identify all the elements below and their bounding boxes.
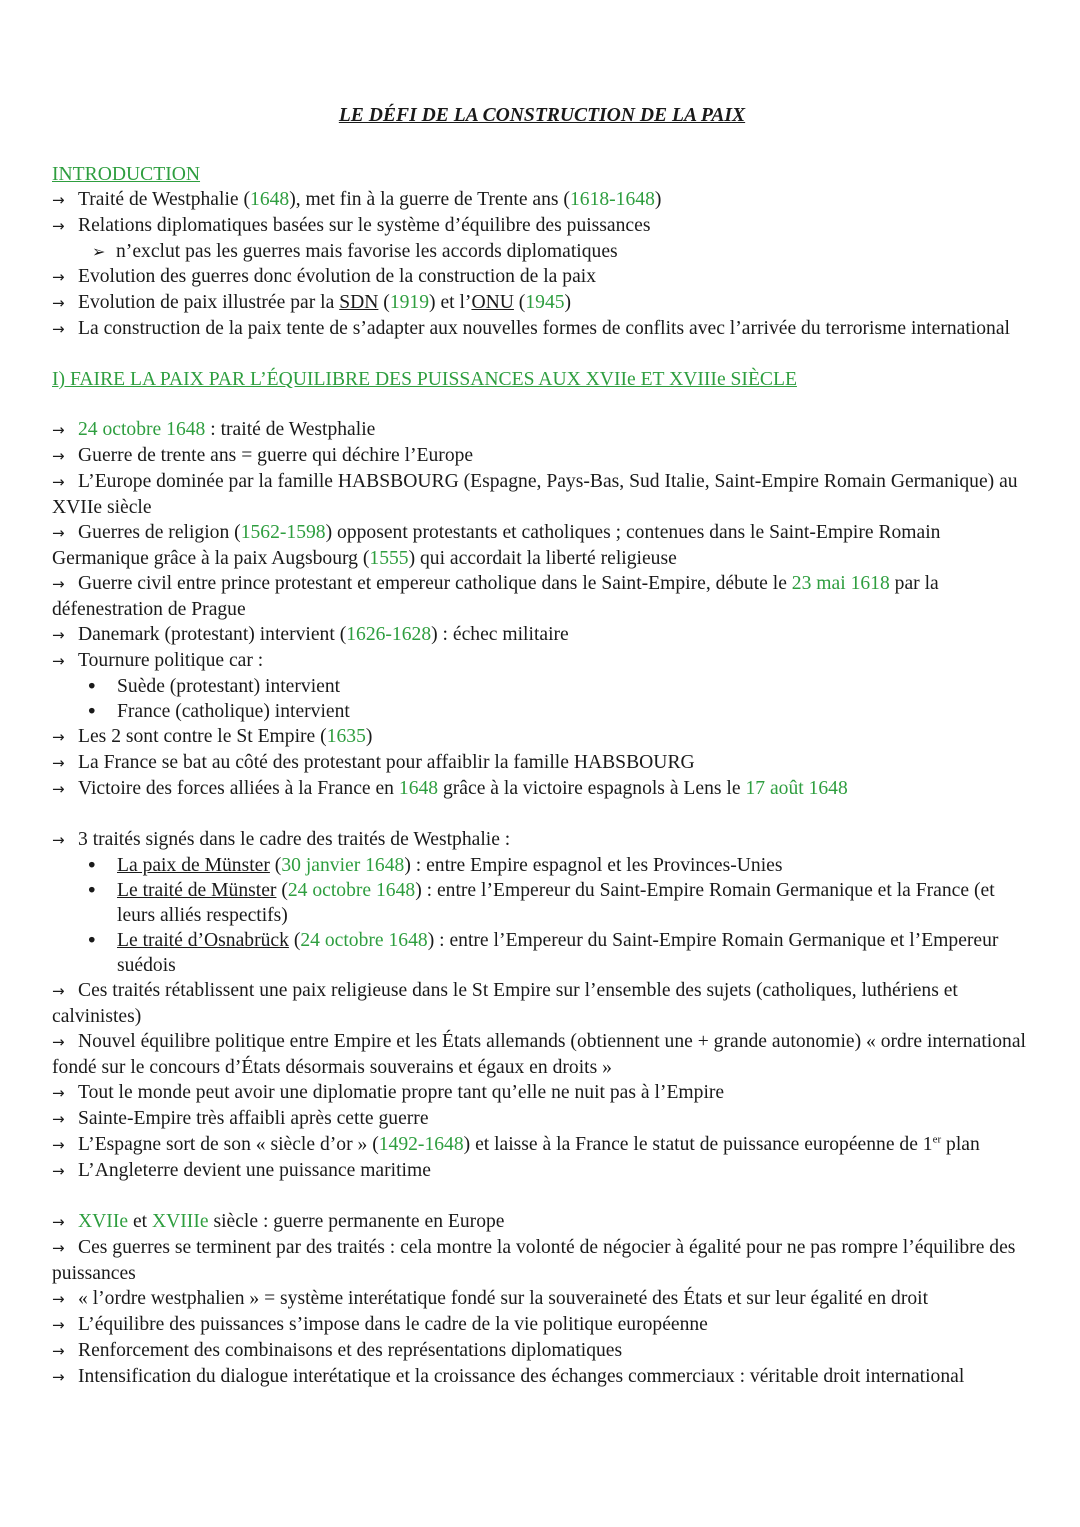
point xyxy=(52,1312,1032,1338)
date: 1492-1648 xyxy=(378,1134,464,1155)
text: ) et laisse à la France le statut de puissance européenne de 1 xyxy=(463,1134,933,1155)
arrow-right-icon: → xyxy=(52,754,65,772)
text: ( xyxy=(378,292,390,313)
date: 1919 xyxy=(389,292,430,313)
arrow-right-icon: → xyxy=(52,728,65,746)
intro-line-5 xyxy=(52,316,1032,342)
bullet-dot-icon: • xyxy=(86,879,98,902)
intro-subpoint xyxy=(52,239,1032,264)
text: France (catholique) intervient xyxy=(117,701,350,722)
arrow-right-icon: → xyxy=(52,191,65,209)
text: « l’ordre westphalien » = système interétatique fondé sur la souveraineté des États et sur leur égalité en droit xyxy=(78,1288,929,1309)
text: La France se bat au côté des protestant pour affaiblir la famille HABSBOURG xyxy=(78,752,695,773)
bullet-list xyxy=(52,674,1032,724)
list-item xyxy=(52,878,1032,928)
point xyxy=(52,827,1032,853)
arrow-right-icon: → xyxy=(52,473,65,491)
text: Evolution des guerres donc évolution de la construction de la paix xyxy=(78,266,597,287)
arrow-right-icon: → xyxy=(52,1368,65,1386)
intro-section xyxy=(52,162,1032,342)
date: 1555 xyxy=(369,548,409,569)
point xyxy=(52,750,1032,776)
text: ( xyxy=(276,880,288,901)
text: ) qui accordait la liberté religieuse xyxy=(408,548,677,569)
date: 23 mai 1618 xyxy=(791,573,890,594)
date: 1635 xyxy=(326,726,366,747)
century: XVIIe xyxy=(78,1211,129,1232)
text: ) : entre l’Empereur du Saint-Empire Romain Germanique et l’Empereur suédois xyxy=(117,930,999,976)
date: 1648 xyxy=(250,189,290,210)
text: Ces traités rétablissent une paix religieuse dans le St Empire sur l’ensemble des sujets (catholiques, luthériens et calvinistes) xyxy=(52,980,958,1027)
text: Danemark (protestant) intervient ( xyxy=(78,624,347,645)
point xyxy=(52,520,1032,571)
text: L’Espagne sort de son « siècle d’or » ( xyxy=(78,1134,379,1155)
underlined-term: SDN xyxy=(339,292,379,313)
arrow-right-icon: → xyxy=(52,217,65,235)
text: par la défenestration de Prague xyxy=(52,573,939,620)
date: 24 octobre 1648 xyxy=(300,930,428,951)
arrow-right-icon: → xyxy=(52,652,65,670)
arrow-right-icon: → xyxy=(52,1239,65,1257)
arrow-right-icon: → xyxy=(52,780,65,798)
arrow-right-icon: → xyxy=(52,1316,65,1334)
point xyxy=(52,724,1032,750)
arrow-right-icon: → xyxy=(52,982,65,1000)
point xyxy=(52,469,1032,520)
date: 24 octobre 1648 xyxy=(287,880,416,901)
arrow-right-icon: → xyxy=(52,1084,65,1102)
arrow-right-icon: → xyxy=(52,268,65,286)
point xyxy=(52,1029,1032,1080)
text: L’Angleterre devient une puissance maritime xyxy=(78,1160,431,1181)
text: Suède (protestant) intervient xyxy=(117,676,341,697)
bullet-dot-icon: • xyxy=(86,929,98,952)
text: Victoire des forces alliées à la France en xyxy=(78,778,399,799)
section-1 xyxy=(52,367,1032,1390)
date: 1626-1628 xyxy=(346,624,432,645)
text: Nouvel équilibre politique entre Empire et les États allemands (obtiennent une + grande autonomie) « ordre international fondé sur le concours d’États désormais souverains et égaux en droits » xyxy=(52,1031,1026,1078)
point xyxy=(52,1106,1032,1132)
arrow-right-icon: → xyxy=(52,626,65,644)
text: Evolution de paix illustrée par la xyxy=(78,292,340,313)
text: La construction de la paix tente de s’adapter aux nouvelles formes de conflits avec l’arrivée du terrorisme international xyxy=(78,318,1010,339)
text: Tournure politique car : xyxy=(78,650,264,671)
century: XVIIIe xyxy=(151,1211,209,1232)
text: L’Europe dominée par la famille HABSBOURG (Espagne, Pays-Bas, Sud Italie, Saint-Empire Romain Germanique) au XVIIe siècle xyxy=(52,471,1018,518)
point xyxy=(52,622,1032,648)
bullet-list xyxy=(52,853,1032,978)
text: ) xyxy=(365,726,373,747)
text: ) : entre Empire espagnol et les Provinces-Unies xyxy=(404,855,783,876)
point xyxy=(52,417,1032,443)
point xyxy=(52,648,1032,674)
point xyxy=(52,1158,1032,1184)
bullet-dot-icon: • xyxy=(86,700,98,723)
arrow-right-icon: → xyxy=(52,1290,65,1308)
arrow-right-icon: → xyxy=(52,1033,65,1051)
text: et xyxy=(128,1211,152,1232)
text: ) xyxy=(654,189,662,210)
text: ) opposent protestants et catholiques ; contenues dans le Saint-Empire Romain Germanique grâce à la paix Augsbourg ( xyxy=(52,522,941,569)
list-item xyxy=(52,928,1032,978)
intro-line-2 xyxy=(52,213,1032,239)
section-1-part-b xyxy=(52,827,1032,1184)
point xyxy=(52,776,1032,802)
bullet-dot-icon: • xyxy=(86,854,98,877)
point xyxy=(52,1132,1032,1158)
text: ( xyxy=(513,292,526,313)
point xyxy=(52,1209,1032,1235)
list-item xyxy=(52,674,1032,699)
date: 24 octobre 1648 xyxy=(78,419,206,440)
intro-line-3 xyxy=(52,264,1032,290)
bullet-dot-icon: • xyxy=(86,675,98,698)
text: Intensification du dialogue interétatique et la croissance des échanges commerciaux : véritable droit international xyxy=(78,1366,965,1387)
date: 17 août 1648 xyxy=(745,778,848,799)
text: Sainte-Empire très affaibli après cette guerre xyxy=(78,1108,429,1129)
intro-heading: INTRODUCTION xyxy=(52,164,201,185)
text: ) : entre l’Empereur du Saint-Empire Romain Germanique et la France (et leurs alliés respectifs) xyxy=(117,880,995,926)
underlined-term: Le traité de Münster xyxy=(117,880,277,901)
text: Les 2 sont contre le St Empire ( xyxy=(78,726,327,747)
date: 1945 xyxy=(525,292,565,313)
date: 30 janvier 1648 xyxy=(281,855,405,876)
text: Ces guerres se terminent par des traités : cela montre la volonté de négocier à égalité pour ne pas rompre l’équilibre des puissances xyxy=(52,1237,1016,1284)
arrowhead-bullet-icon: ➢ xyxy=(92,242,106,261)
arrow-right-icon: → xyxy=(52,1162,65,1180)
arrow-right-icon: → xyxy=(52,421,65,439)
text: Traité de Westphalie ( xyxy=(78,189,251,210)
document-page xyxy=(52,98,1032,1390)
section-1-part-c xyxy=(52,1209,1032,1390)
text: ( xyxy=(288,930,301,951)
arrow-right-icon: → xyxy=(52,294,65,312)
list-item xyxy=(52,853,1032,878)
text: n’exclut pas les guerres mais favorise les accords diplomatiques xyxy=(116,241,618,262)
underlined-term: La paix de Münster xyxy=(117,855,270,876)
arrow-right-icon: → xyxy=(52,1136,65,1154)
text: 3 traités signés dans le cadre des traités de Westphalie : xyxy=(78,829,511,850)
text: plan xyxy=(941,1134,980,1155)
text: ), met fin à la guerre de Trente ans ( xyxy=(289,189,570,210)
arrow-right-icon: → xyxy=(52,320,65,338)
point xyxy=(52,1286,1032,1312)
page-title: LE DÉFI DE LA CONSTRUCTION DE LA PAIX xyxy=(338,105,746,126)
text: Guerres de religion ( xyxy=(78,522,241,543)
text: Guerre de trente ans = guerre qui déchire l’Europe xyxy=(78,445,474,466)
point xyxy=(52,1080,1032,1106)
text: Relations diplomatiques basées sur le système d’équilibre des puissances xyxy=(78,215,651,236)
section-1-part-a xyxy=(52,417,1032,802)
text: Guerre civil entre prince protestant et empereur catholique dans le Saint-Empire, débute le xyxy=(78,573,792,594)
arrow-right-icon: → xyxy=(52,831,65,849)
text: ) xyxy=(564,292,572,313)
date: 1648 xyxy=(398,778,439,799)
section-1-heading: I) FAIRE LA PAIX PAR L’ÉQUILIBRE DES PUISSANCES AUX XVIIe ET XVIIIe SIÈCLE xyxy=(52,369,797,390)
underlined-term: Le traité d’Osnabrück xyxy=(117,930,289,951)
underlined-term: ONU xyxy=(471,292,514,313)
arrow-right-icon: → xyxy=(52,1342,65,1360)
point xyxy=(52,978,1032,1029)
text: ) et l’ xyxy=(429,292,472,313)
date: 1618-1648 xyxy=(569,189,655,210)
text: Renforcement des combinaisons et des représentations diplomatiques xyxy=(78,1340,623,1361)
text: ( xyxy=(269,855,282,876)
text: grâce à la victoire espagnols à Lens le xyxy=(438,778,746,799)
arrow-right-icon: → xyxy=(52,1213,65,1231)
intro-line-1 xyxy=(52,187,1032,213)
point xyxy=(52,1235,1032,1286)
point xyxy=(52,1338,1032,1364)
arrow-right-icon: → xyxy=(52,575,65,593)
arrow-right-icon: → xyxy=(52,447,65,465)
point xyxy=(52,1364,1032,1390)
list-item xyxy=(52,699,1032,724)
text: siècle : guerre permanente en Europe xyxy=(208,1211,505,1232)
superscript: er xyxy=(932,1133,942,1146)
intro-line-4 xyxy=(52,290,1032,316)
text: : traité de Westphalie xyxy=(205,419,376,440)
text: L’équilibre des puissances s’impose dans le cadre de la vie politique européenne xyxy=(78,1314,708,1335)
text: Tout le monde peut avoir une diplomatie propre tant qu’elle ne nuit pas à l’Empire xyxy=(78,1082,725,1103)
arrow-right-icon: → xyxy=(52,1110,65,1128)
point xyxy=(52,571,1032,622)
text: ) : échec militaire xyxy=(431,624,569,645)
arrow-right-icon: → xyxy=(52,524,65,542)
date: 1562-1598 xyxy=(240,522,326,543)
point xyxy=(52,443,1032,469)
